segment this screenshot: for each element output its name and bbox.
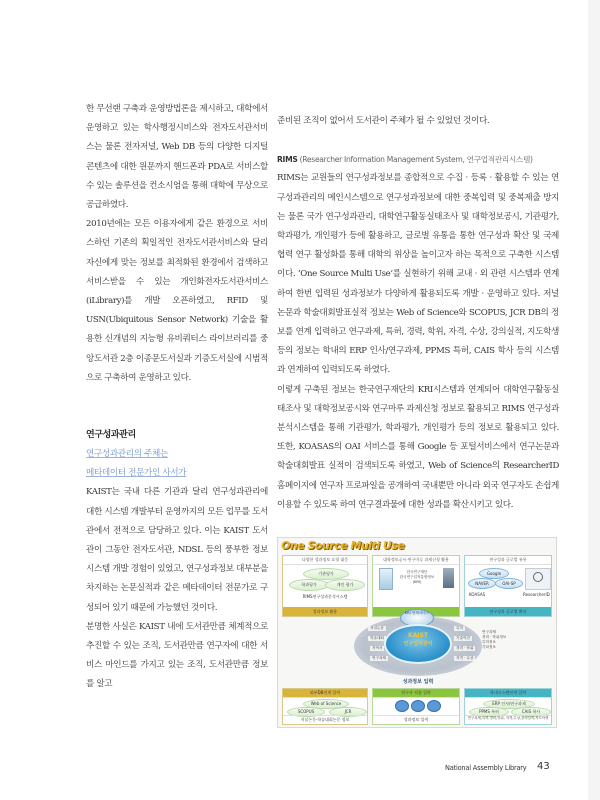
left-column [86,100,268,695]
spacer [277,131,559,150]
ellipse-item: CAIS 학사 [511,707,551,717]
extra-label: 기타정보 [482,645,496,649]
side-label: 저널논문 [370,626,384,630]
spacer [86,388,268,426]
ellipse-item: PPMS 특허 [469,707,509,717]
oai-ellipse: OAI-SP [495,578,523,589]
page-number: 43 [537,761,550,772]
box-footer: 연구과제,특허,경력,학위, 자격,수상,강의실적,지도학생 [465,715,551,724]
box-header: 외부DB연계 입력 [283,689,367,698]
researcherid-label: ResearcherID [523,592,550,597]
side-label: 경력 · 학위 [456,646,474,650]
top-box-kri [372,555,460,617]
rims-title [277,150,559,169]
extra-label: 경력 · 학위정보 [482,635,507,639]
bottom-box-direct [372,688,460,725]
box-footer: 연구성과 글로벌 확산 [465,607,551,616]
bottom-box-external [282,688,368,725]
person-icon [427,700,441,712]
paragraph-clear-fact: 분명한 사실은 KAIST 내에 도서관만큼 체계적으로 추진할 수 있는 조직, 도서관만큼 연구자에 대한 서비스 마인드를 가지고 있는 조직, 도서관만큼 정보를 알고 [86,621,268,690]
box-item: 한국연구업적통합정보 [399,575,435,579]
intro-paragraph: 한 무선랜 구축과 운영방법론을 제시하고, 대학에서 운영하고 있는 학사행정시비스와 전자도서관서비스는 물론 전자저널, Web DB 등의 다양한 디지털 콘텐츠에 대한 원문까지 핸드폰과 PDA로 서비스할 수 있는 솔루션을 컨소시엄을 통해 대학에 무상으로 공급하였다. [86,104,268,211]
side-label: 학술대회 [370,636,384,640]
page-edge [588,0,600,800]
section-heading: 연구성과관리 [86,430,136,441]
box-footer: 성과정보 활용 [283,607,367,616]
box-header: 학내시스템연계 입력 [465,689,551,698]
continuation-paragraph: 준비된 조직이 없어서 도서관이 주체가 될 수 있었던 것이다. [277,116,490,126]
box-header: 연구자 직접 입력 [373,689,459,698]
publication-name: National Assembly Library [445,764,527,772]
server-icon [379,568,393,590]
ellipse-item: ERP 인사/연구과제 [483,699,535,709]
kri-link-circle: KRI 연계서비스 [400,609,434,627]
ellipse-item: Web of Science [303,699,349,709]
kaist-center [384,624,452,664]
box-items [395,570,439,585]
extra-label: 특허정보 [482,640,496,644]
koasas-label: KOASAS [469,592,486,597]
paragraph-kaist: KAIST는 국내 다른 기관과 달리 연구성과관리에 대한 시스템 개발부터 운영까지의 모든 업무를 도서관에서 전적으로 담당하고 있다. 이는 KAIST 도서관이 그동안 전자도서관, NDSL 등의 풍부한 정보시스템 개발 경험이 있었고, 연구성과정보 대부분을 차지하는 논문실적과 같은 메타데이터 전문가로 구성되어 있기 때문에 가능했던 것이다. [86,487,268,613]
pull-quote-line-1: 연구성과관리의 주체는 [86,449,168,460]
ellipse-item: 개인 평가 [325,579,365,591]
side-label: 기술이전 [456,636,470,640]
top-box-global [464,555,552,617]
server-icon [443,568,454,588]
box-header: 연구성과 글로벌 유통 [465,556,551,565]
input-title: 성과정보 입력 [402,679,434,685]
magnifier-icon [525,568,551,590]
extra-label: 연구과제 [482,630,496,634]
paragraph-2010: 2010년에는 모든 이용자에게 같은 환경으로 서비스하던 기존의 획일적인 전자도서관서비스와 달리 자신에게 맞는 정보를 최적화된 환경에서 검색하고 서비스받을 수 있는 개인화전자도서관서비스(iLibrary)를 개발 오픈하였고, RFID 및 USN(Ubiquitous Sensor Network) 기술을 활용한 신개념의 지능형 유비쿼터스 라이브러리를 중앙도서관 2층 이종문도서실과 기증도서실에 시범적으로 구축하여 운영하고 있다. [86,219,268,383]
box-footer: 저널논문·학술대회논문 정보 [283,715,367,724]
box-header: 대학정보공시·연구마루 과제신청 활용 [373,556,459,565]
right-column [277,112,559,515]
top-box-utilization [282,555,368,617]
naver-ellipse: NAVER [468,578,496,589]
osmu-diagram [277,537,557,728]
rims-title-rest: (Researcher Information Management System, 연구업적관리시스템) [297,155,533,165]
box-item: (KRI) [412,580,422,584]
ellipse-item: SCOPUS [287,707,325,717]
center-line: 연구업적관리 [403,641,433,647]
box-sub: RIMS연구성과분석시스템 [302,594,348,599]
pull-quote-line-2: 메타데이터 전문가인 사서가 [86,468,187,479]
ellipse-item: 학과평가 [289,579,329,591]
ellipse-item: JCR [329,707,367,717]
person-icon [395,700,409,712]
diagram-title: One Source Multi Use [281,539,405,552]
box-footer: 성과정보 입력 [373,715,459,724]
right-extra-labels [482,630,506,650]
person-icon [411,700,425,712]
side-label: 자격 · 수상 [456,656,474,660]
side-label: 연구과제 [372,656,386,660]
center-line: KAIST [408,632,428,639]
box-item: 한국연구재단 [406,570,428,574]
google-ellipse: Google [479,568,509,579]
ellipse-item: 기관평가 [303,568,349,580]
side-label: 저역서 [372,646,383,650]
rims-title-bold: RIMS [277,155,298,165]
box-header: 다양한 성과정보 요청 대응 [283,556,367,565]
paragraph-rims: RIMS는 교원들의 연구성과정보를 종합적으로 수집 · 등록 · 활용할 수 있는 연구성과관리의 메인시스템으로 연구성과정보에 대한 중복입력 및 중복제출 방지는 물론 국가 연구성과관리, 대학연구활동실태조사 및 대학정보공시, 기관평가, 학과평가, 개인평가 등에 활용하고, 글로벌 유통을 통한 연구성과 확산 및 국제 협력 연구 활성화를 통해 대학의 위상을 높이고자 하는 목적으로 구축한 시스템이다. ‘One Source Multi Use’를 실현하기 위해 교내 · 외 관련 시스템과 연계하여 한번 입력된 성과정보가 다양하게 활용되도록 개발 · 운영하고 있다. 저널논문과 학술대회발표실적 정보는 Web of Science와 SCOPUS, JCR DB의 정보를 연계 입력하고 연구과제, 특허, 경력, 학위, 자격, 수상, 강의실적, 지도학생 등의 정보는 학내의 ERP 인사/연구과제, PPMS 특허, CAIS 학사 등의 시스템과 연계하여 입력되도록 하였다. [277,173,559,376]
paragraph-kri: 이렇게 구축된 정보는 한국연구재단의 KRI시스템과 연계되어 대학연구활동실태조사 및 대학정보공시와 연구마루 과제신청 정보로 활용되고 RIMS 연구성과 분석시스템을 통해 기관평가, 학과평가, 개인평가 등의 정보로 활용되고 있다. 또한, KOASAS의 OAI 서비스를 통해 Google 등 포털서비스에서 연구논문과 학술대회발표 실적이 검색되도록 하였고, Web of Science의 ResearcherID 홈페이지에 연구자 프로파일을 공개하여 국내뿐만 아니라 외국 연구자도 손쉽게 이용할 수 있도록 하여 연구결과물에 대한 성과를 확산시키고 있다. [277,384,559,510]
bottom-box-internal [464,688,552,725]
side-label: 특허 [456,626,463,630]
